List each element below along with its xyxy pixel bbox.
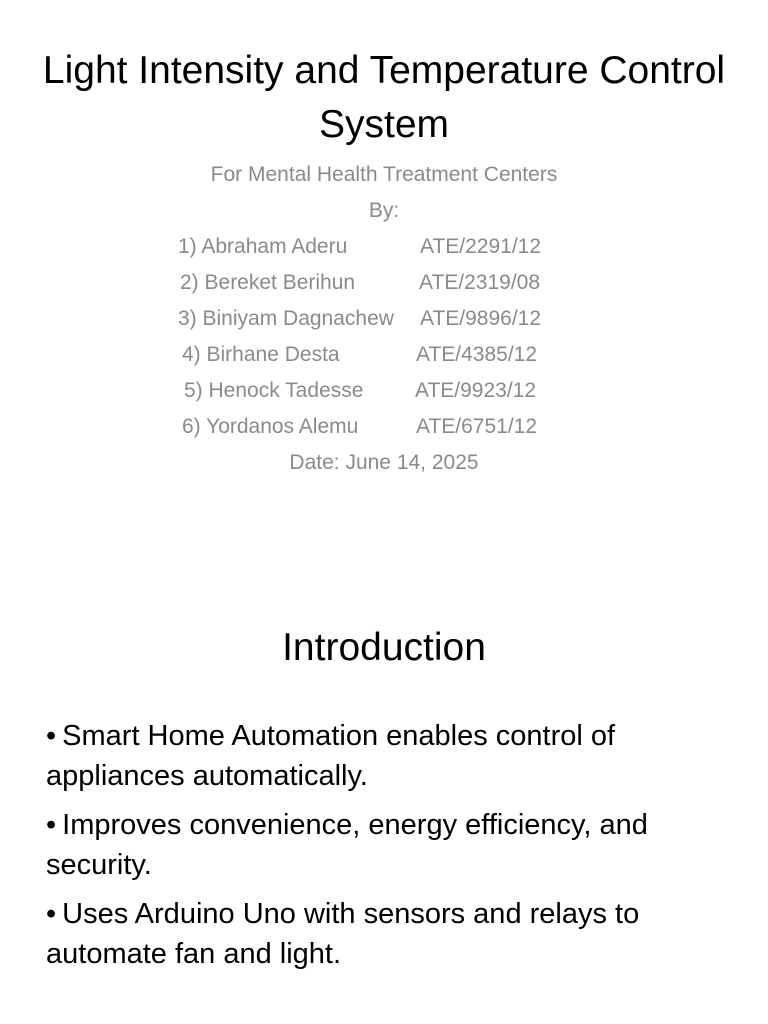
author-name: 6) Yordanos Alemu (182, 415, 359, 438)
bullet-icon: • (46, 809, 57, 841)
author-id: ATE/2291/12 (420, 235, 542, 258)
bullet-icon: • (46, 898, 57, 930)
introduction-slide (0, 512, 768, 1024)
subtitle: For Mental Health Treatment Centers (210, 163, 558, 186)
bullet-icon: • (46, 720, 57, 752)
author-id: ATE/9923/12 (415, 379, 537, 402)
bullet-text: Improves convenience, energy efficiency, and security. (46, 809, 648, 881)
introduction-title: Introduction (282, 626, 486, 669)
author-row (0, 301, 768, 337)
presentation-title: Light Intensity and Temperature Control System (42, 49, 726, 146)
author-name: 5) Henock Tadesse (184, 379, 364, 402)
author-row (0, 409, 768, 445)
bullet-item (46, 894, 726, 974)
bullet-item (46, 805, 726, 885)
author-id: ATE/2319/08 (419, 271, 541, 294)
by-label: By: (368, 199, 400, 222)
bullet-text: Uses Arduino Uno with sensors and relays to automate fan and light. (46, 898, 640, 970)
author-name: 1) Abraham Aderu (178, 235, 348, 258)
bullet-text: Smart Home Automation enables control of appliances automatically. (46, 720, 616, 792)
author-name: 4) Birhane Desta (182, 343, 340, 366)
author-row (0, 373, 768, 409)
author-id: ATE/6751/12 (416, 415, 538, 438)
author-row (0, 229, 768, 265)
author-name: 3) Biniyam Dagnachew (178, 307, 394, 330)
introduction-bullet-list (46, 716, 726, 983)
author-row (0, 337, 768, 373)
subtitle-block (0, 157, 768, 481)
author-id: ATE/9896/12 (420, 307, 542, 330)
bullet-item (46, 716, 726, 796)
author-name: 2) Bereket Berihun (180, 271, 356, 294)
author-row (0, 265, 768, 301)
author-id: ATE/4385/12 (416, 343, 538, 366)
presentation-date: Date: June 14, 2025 (289, 451, 479, 474)
